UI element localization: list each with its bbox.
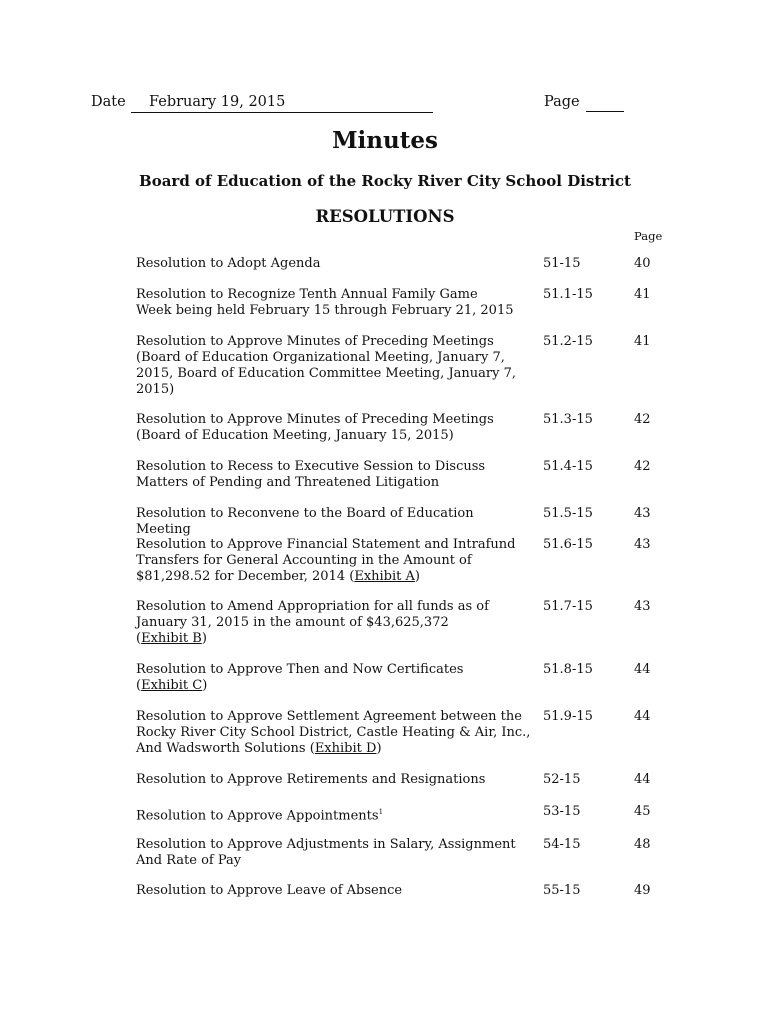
resolution-title-line: And Wadsworth Solutions ( bbox=[136, 741, 315, 756]
resolution-title bbox=[136, 334, 531, 398]
resolution-title bbox=[136, 883, 531, 899]
resolution-page: 48 bbox=[634, 837, 651, 852]
resolution-page: 44 bbox=[634, 772, 651, 787]
resolution-title-line: Resolution to Recess to Executive Session to Discuss bbox=[136, 459, 486, 474]
resolution-title-line: Resolution to Adopt Agenda bbox=[136, 256, 321, 271]
exhibit-link[interactable]: Exhibit D bbox=[314, 741, 377, 756]
resolution-title bbox=[136, 506, 531, 538]
document-subtitle: Board of Education of the Rocky River City School District bbox=[139, 172, 631, 190]
resolution-title-line: Week being held February 15 through February 21, 2015 bbox=[136, 303, 514, 318]
resolution-title bbox=[136, 662, 531, 694]
resolution-number: 51.2-15 bbox=[543, 334, 593, 349]
resolution-title-line: Resolution to Approve Minutes of Preceding Meetings bbox=[136, 334, 494, 349]
resolution-number: 51.8-15 bbox=[543, 662, 593, 677]
resolution-number: 51.4-15 bbox=[543, 459, 593, 474]
resolution-title-line: $81,298.52 for December, 2014 ( bbox=[136, 569, 355, 584]
closing-paren: ) bbox=[202, 678, 208, 693]
resolution-title-line: Rocky River City School District, Castle Heating & Air, Inc., bbox=[136, 725, 531, 740]
resolution-title-line: Resolution to Approve Then and Now Certificates bbox=[136, 662, 464, 677]
resolution-number: 51.7-15 bbox=[543, 599, 593, 614]
resolution-title-line: ( bbox=[136, 678, 142, 693]
resolution-title-line: And Rate of Pay bbox=[136, 853, 242, 868]
page-number-blank bbox=[586, 94, 624, 112]
resolution-page: 41 bbox=[634, 287, 651, 302]
resolution-title-line: Matters of Pending and Threatened Litigation bbox=[136, 475, 440, 490]
resolution-title-line: 2015, Board of Education Committee Meeting, January 7, bbox=[136, 366, 516, 381]
resolution-title-line: Resolution to Recognize Tenth Annual Family Game bbox=[136, 287, 478, 302]
resolution-page: 42 bbox=[634, 459, 651, 474]
date-value: February 19, 2015 bbox=[131, 94, 433, 113]
resolution-title-line: Resolution to Amend Appropriation for all funds as of bbox=[136, 599, 489, 614]
resolution-number: 52-15 bbox=[543, 772, 581, 787]
resolution-number: 51.3-15 bbox=[543, 412, 593, 427]
resolution-page: 44 bbox=[634, 662, 651, 677]
resolution-number: 51.6-15 bbox=[543, 537, 593, 552]
resolution-title bbox=[136, 537, 531, 585]
resolution-page: 43 bbox=[634, 537, 651, 552]
resolution-page: 40 bbox=[634, 256, 651, 271]
resolution-number: 53-15 bbox=[543, 804, 581, 819]
exhibit-link[interactable]: Exhibit A bbox=[354, 569, 415, 584]
resolution-title-line: ( bbox=[136, 631, 142, 646]
page-label: Page bbox=[544, 94, 580, 110]
resolution-page: 44 bbox=[634, 709, 651, 724]
resolution-title-line: January 31, 2015 in the amount of $43,625,372 bbox=[136, 615, 449, 630]
resolution-title bbox=[136, 256, 531, 272]
date-label: Date bbox=[91, 94, 126, 110]
exhibit-link[interactable]: Exhibit C bbox=[141, 678, 203, 693]
resolution-title-line: (Board of Education Meeting, January 15, 2015) bbox=[136, 428, 454, 443]
resolution-number: 55-15 bbox=[543, 883, 581, 898]
resolution-page: 41 bbox=[634, 334, 651, 349]
closing-paren: ) bbox=[414, 569, 420, 584]
resolution-number: 51-15 bbox=[543, 256, 581, 271]
resolution-title-line: Resolution to Approve Financial Statement and Intrafund bbox=[136, 537, 516, 552]
resolution-number: 54-15 bbox=[543, 837, 581, 852]
resolution-title-line: Resolution to Approve Adjustments in Salary, Assignment bbox=[136, 837, 516, 852]
resolution-title-line: 2015) bbox=[136, 382, 175, 397]
resolution-page: 49 bbox=[634, 883, 651, 898]
resolution-page: 42 bbox=[634, 412, 651, 427]
resolution-title-line: Resolution to Approve Settlement Agreement between the bbox=[136, 709, 522, 724]
resolution-title-line: Resolution to Reconvene to the Board of Education Meeting bbox=[136, 506, 474, 537]
resolution-title bbox=[136, 772, 531, 788]
resolution-number: 51.9-15 bbox=[543, 709, 593, 724]
exhibit-link[interactable]: Exhibit B bbox=[141, 631, 202, 646]
document-title: Minutes bbox=[332, 127, 438, 154]
resolution-page: 45 bbox=[634, 804, 651, 819]
resolution-title-line: (Board of Education Organizational Meeting, January 7, bbox=[136, 350, 505, 365]
resolution-title-line: Resolution to Approve Retirements and Resignations bbox=[136, 772, 486, 787]
footnote-marker: 1 bbox=[378, 808, 384, 816]
page-column-header: Page bbox=[634, 229, 663, 243]
resolution-title bbox=[136, 459, 531, 491]
resolution-page: 43 bbox=[634, 506, 651, 521]
resolution-number: 51.1-15 bbox=[543, 287, 593, 302]
resolution-title-line: Resolution to Approve Minutes of Preceding Meetings bbox=[136, 412, 494, 427]
section-title: RESOLUTIONS bbox=[315, 207, 455, 226]
resolution-title bbox=[136, 837, 531, 869]
resolution-title bbox=[136, 287, 531, 319]
resolution-title bbox=[136, 804, 531, 824]
closing-paren: ) bbox=[201, 631, 207, 646]
closing-paren: ) bbox=[376, 741, 382, 756]
resolution-number: 51.5-15 bbox=[543, 506, 593, 521]
resolution-page: 43 bbox=[634, 599, 651, 614]
resolution-title-line: Resolution to Approve Appointments bbox=[136, 808, 379, 824]
resolution-title bbox=[136, 709, 531, 757]
resolution-title-line: Transfers for General Accounting in the Amount of bbox=[136, 553, 472, 568]
resolution-title bbox=[136, 599, 531, 647]
resolution-title bbox=[136, 412, 531, 444]
resolution-title-line: Resolution to Approve Leave of Absence bbox=[136, 883, 403, 898]
